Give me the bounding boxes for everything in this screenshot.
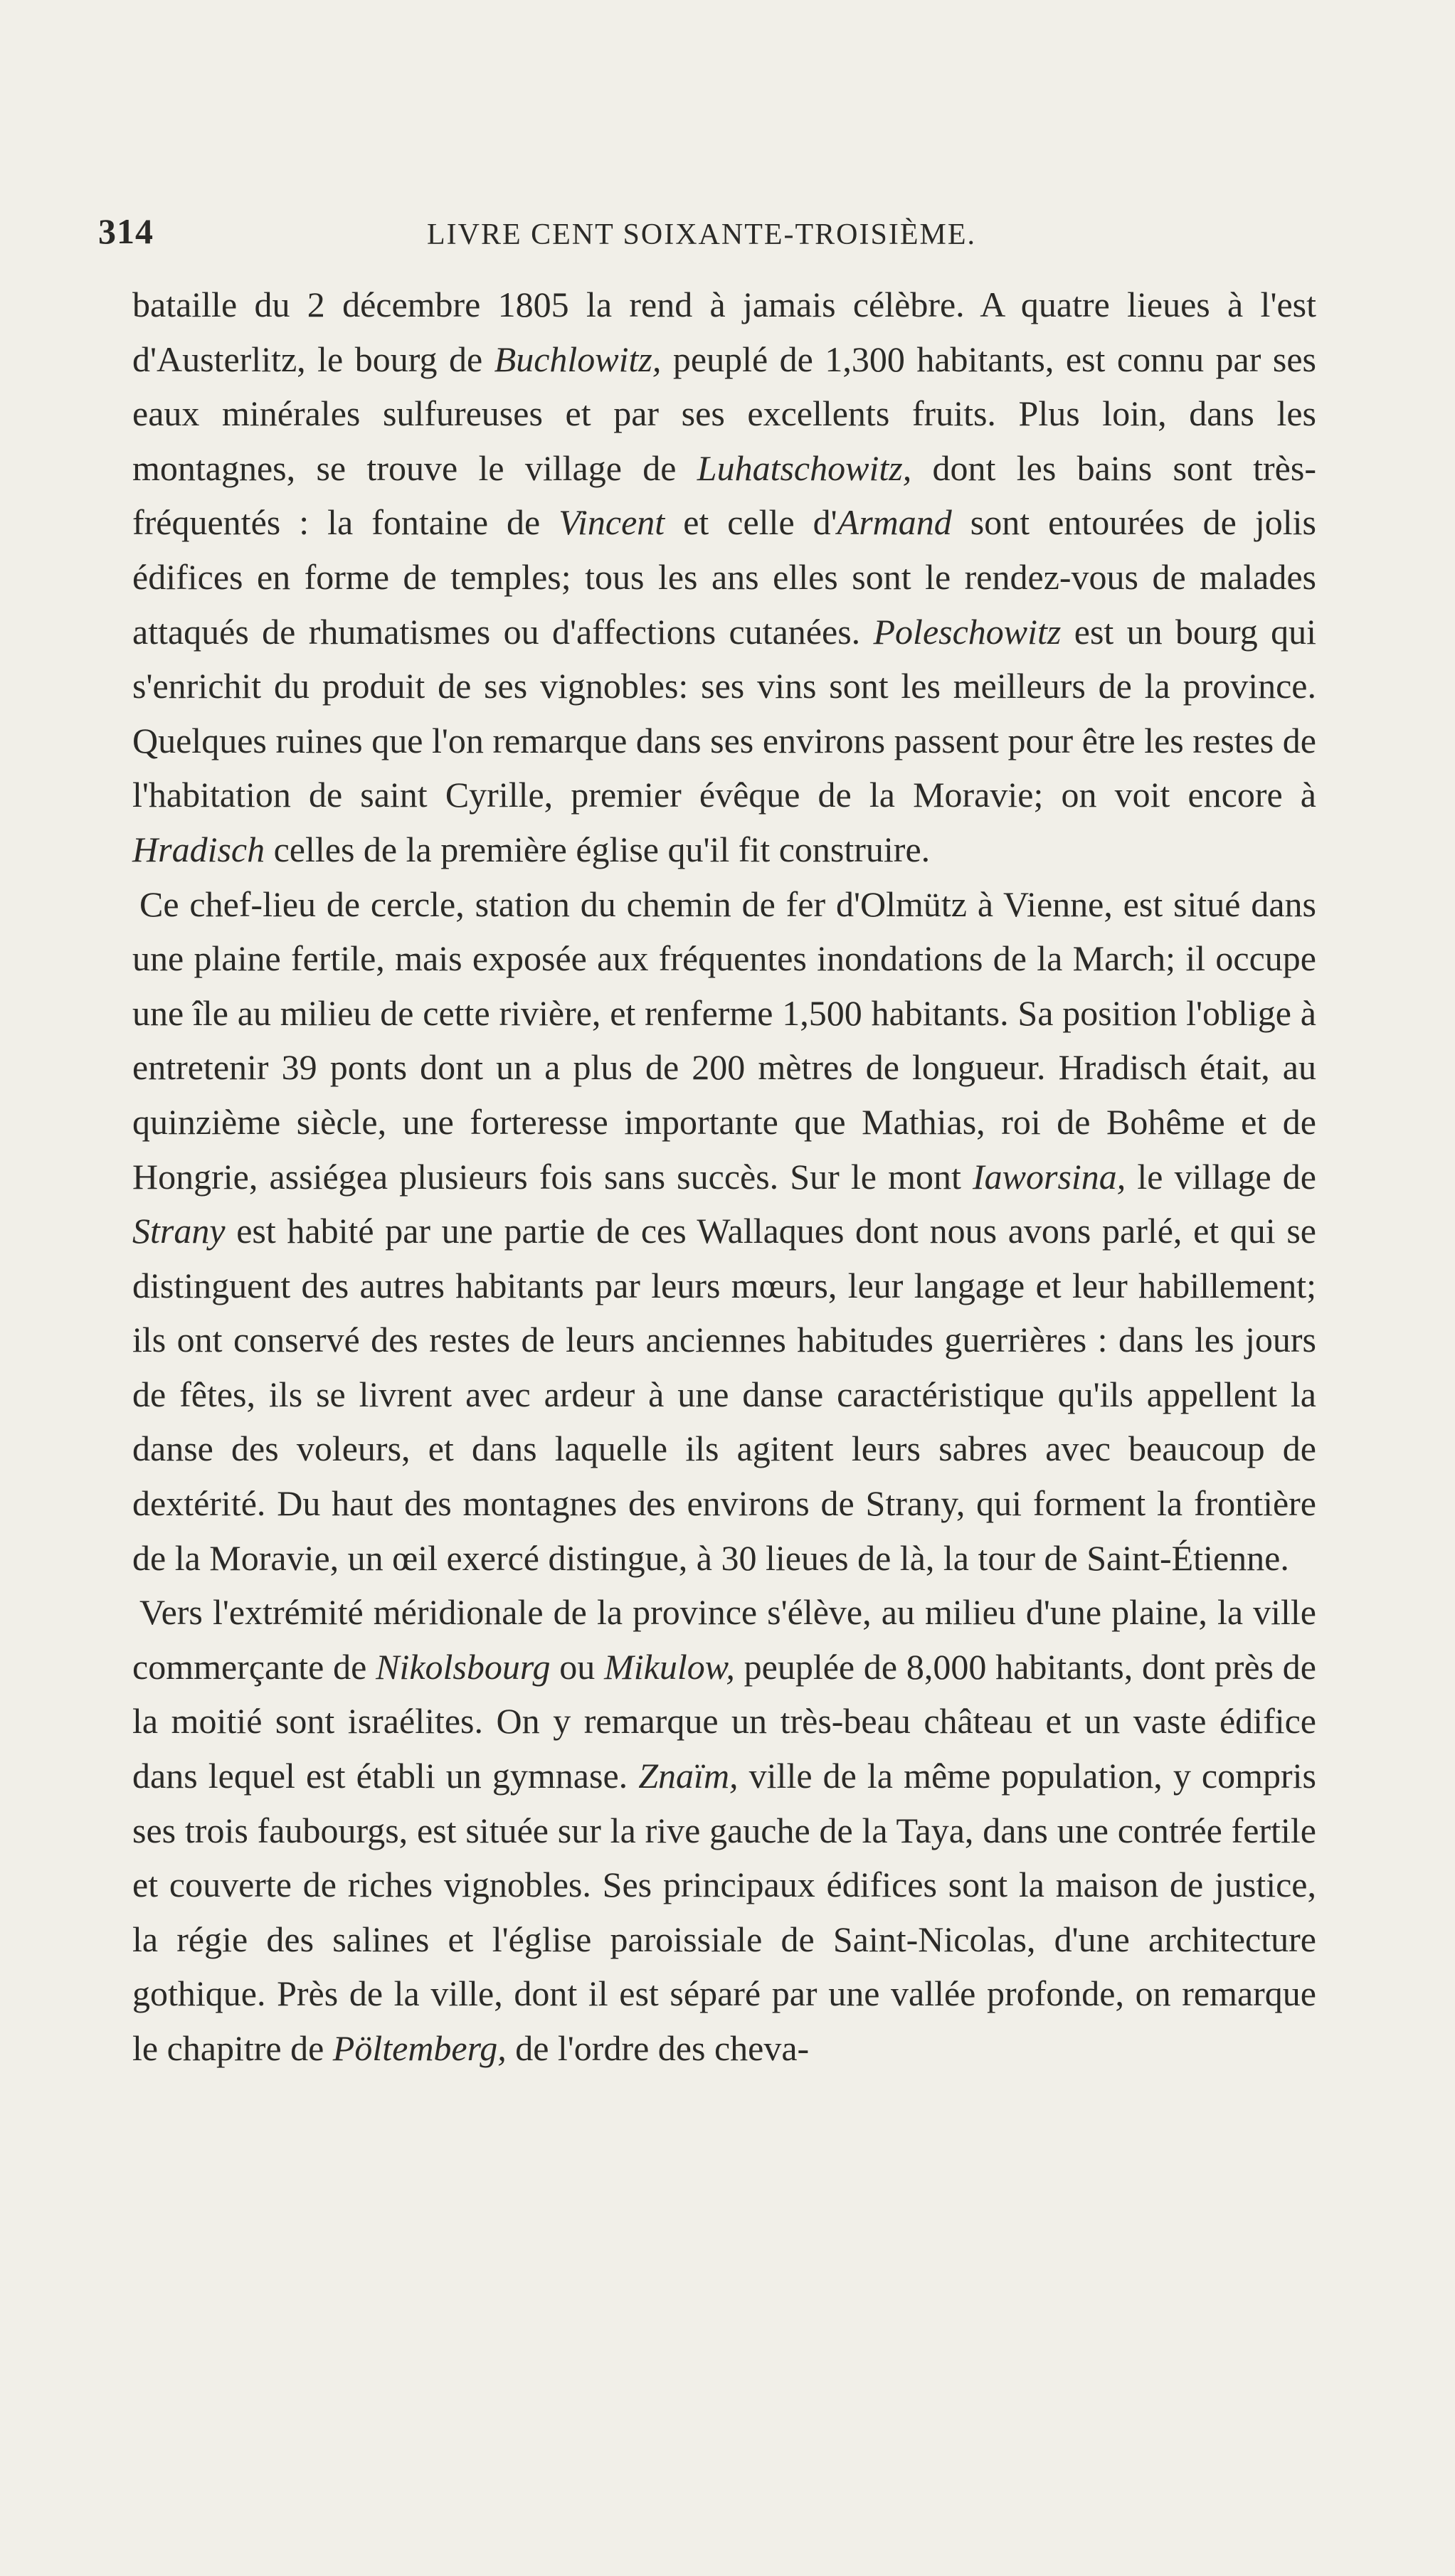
paragraph bbox=[132, 877, 1316, 1586]
text-run: dont les bains sont très-fréquentés : la fontaine de bbox=[132, 447, 1316, 543]
page-number: 314 bbox=[98, 211, 154, 251]
paragraph bbox=[132, 277, 1316, 877]
text-run: ville de la même population, y compris ses trois faubourgs, est située sur la rive gauche de la Taya, dans une contrée fertile et couverte de riches vignobles. Ses principaux édifices sont la maison de justice, la régie des salines et l'église paroissiale de Saint-Nicolas, d'une architecture gothique. Près de la ville, dont il est séparé par une vallée profonde, on remarque le chapitre de bbox=[132, 1756, 1317, 2068]
place-name: Vincent bbox=[559, 502, 665, 543]
place-name: Armand bbox=[837, 502, 952, 543]
place-name: Poleschowitz bbox=[873, 611, 1062, 652]
text-run: celles de la première église qu'il fit construire. bbox=[265, 829, 931, 869]
text-run: est habité par une partie de ces Wallaques dont nous avons parlé, et qui se distinguent des autres habitants par leurs mœurs, leur langage et leur habillement; ils ont conservé des restes de leurs anciennes habitudes guerrières : dans les jours de fêtes, ils se livrent avec ardeur à une danse caractéristique qu'ils appellent la danse des voleurs, et dans laquelle ils agitent leurs sabres avec beaucoup de dextérité. Du haut des montagnes des environs de Strany, qui forment la frontière de la Moravie, un œil exercé distingue, à 30 lieues de là, la tour de Saint-Étienne. bbox=[132, 1211, 1316, 1578]
place-name: Buchlowitz, bbox=[494, 339, 662, 379]
text-run: Ce chef-lieu de cercle, station du chemin de fer d'Olmütz à Vienne, est situé dans une plaine fertile, mais exposée aux fréquentes inondations de la March; il occupe une île au milieu de cette rivière, et renferme 1,500 habitants. Sa position l'oblige à entretenir 39 ponts dont un a plus de 200 mètres de longueur. Hradisch était, au quinzième siècle, une forteresse importante que Mathias, roi de Bohême et de Hongrie, assiégea plusieurs fois sans succès. Sur le mont bbox=[132, 884, 1316, 1197]
text-run: peuplée de 8,000 habitants, dont près de la moitié sont israélites. On y remarque un très-beau château et un vaste édifice dans lequel est établi un gymnase. bbox=[132, 1646, 1316, 1796]
page-header bbox=[0, 211, 1455, 260]
place-name: Luhatschowitz, bbox=[697, 447, 912, 488]
running-title: LIVRE CENT SOIXANTE-TROISIÈME. bbox=[427, 218, 976, 251]
place-name: Nikolsbourg bbox=[376, 1646, 551, 1687]
text-run: de l'ordre des cheva- bbox=[506, 2028, 810, 2068]
text-run: le village de bbox=[1126, 1156, 1316, 1197]
text-run: Vers l'extrémité méridionale de la province s'élève, au milieu d'une plaine, la ville commerçante de bbox=[132, 1592, 1316, 1687]
text-run: peuplé de 1,300 habitants, est connu par ses eaux minérales sulfureuses et par ses excellents fruits. Plus loin, dans les montagnes, se trouve le village de bbox=[132, 339, 1316, 488]
text-run: bataille du 2 décembre 1805 la rend à jamais célèbre. A quatre lieues à l'est d'Austerlitz, le bourg de bbox=[132, 285, 1316, 379]
text-run: est un bourg qui s'enrichit du produit de ses vignobles: ses vins sont les meilleurs de la province. Quelques ruines que l'on remarque dans ses environs passent pour être les restes de l'habitation de saint Cyrille, premier évêque de la Moravie; on voit encore à bbox=[132, 611, 1316, 815]
paragraph bbox=[132, 1585, 1316, 2075]
place-name: Hradisch bbox=[132, 829, 265, 869]
text-run: ou bbox=[550, 1646, 605, 1687]
place-name: Znaïm, bbox=[638, 1756, 739, 1796]
place-name: Pöltemberg, bbox=[332, 2028, 507, 2068]
text-run: et celle d' bbox=[665, 502, 837, 543]
place-name: Strany bbox=[132, 1211, 226, 1251]
place-name: Iaworsina, bbox=[972, 1156, 1126, 1197]
place-name: Mikulow, bbox=[604, 1646, 735, 1687]
text-run: sont entourées de jolis édifices en forme de temples; tous les ans elles sont le rendez-vous de malades attaqués de rhumatismes ou d'affections cutanées. bbox=[132, 502, 1317, 652]
body-text bbox=[132, 277, 1316, 2076]
